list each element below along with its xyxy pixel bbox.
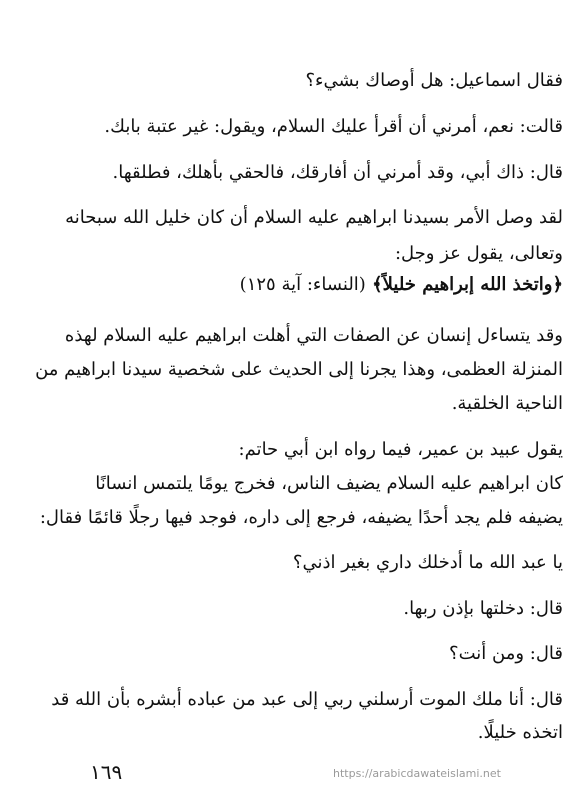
paragraph-line: يقول عبيد بن عمير، فيما رواه ابن أبي حاتم: [238,439,563,460]
paragraph-line: وقد يتساءل إنسان عن الصفات التي أهلت ابراهيم عليه السلام لهذه [64,325,563,346]
paragraph-line: يا عبد الله ما أدخلك داري بغير اذني؟ [292,552,563,573]
quran-quote [240,272,563,298]
quote-reference: (النساء: آية ١٢٥) [239,274,366,295]
paragraph-line: الناحية الخلقية. [451,393,563,414]
paragraph-line: قال: ذاك أبي، وقد أمرني أن أفارقك، فالحقي بأهلك، فطلقها. [112,162,563,183]
paragraph-line: اتخذه خليلًا. [477,722,563,743]
quote-verse: ﴿واتخذ الله إبراهيم خليلاً﴾ [372,274,563,295]
paragraph-line: قال: أنا ملك الموت أرسلني ربي إلى عبد من عباده أبشره بأن الله قد [51,689,563,710]
paragraph-line: كان ابراهيم عليه السلام يضيف الناس، فخرج يومًا يلتمس انسانًا [95,473,563,494]
watermark-url: https://arabicdawateislami.net [333,767,501,780]
page-number: ١٦٩ [90,760,123,784]
paragraph-line: وتعالى، يقول عز وجل: [394,243,563,264]
paragraph-line: المنزلة العظمى، وهذا يجرنا إلى الحديث على شخصية سيدنا ابراهيم من [35,359,563,380]
paragraph-line: لقد وصل الأمر بسيدنا ابراهيم عليه السلام أن كان خليل الله سبحانه [65,207,563,228]
paragraph-line: يضيفه فلم يجد أحدًا يضيفه، فرجع إلى داره، فوجد فيها رجلًا قائمًا فقال: [39,507,563,528]
paragraph-line: قال: ومن أنت؟ [449,643,563,664]
paragraph-line: فقال اسماعيل: هل أوصاك بشيء؟ [305,70,563,91]
paragraph-line: قال: دخلتها بإذن ربها. [403,598,563,619]
paragraph-line: قالت: نعم، أمرني أن أقرأ عليك السلام، ويقول: غير عتبة بابك. [104,116,563,137]
